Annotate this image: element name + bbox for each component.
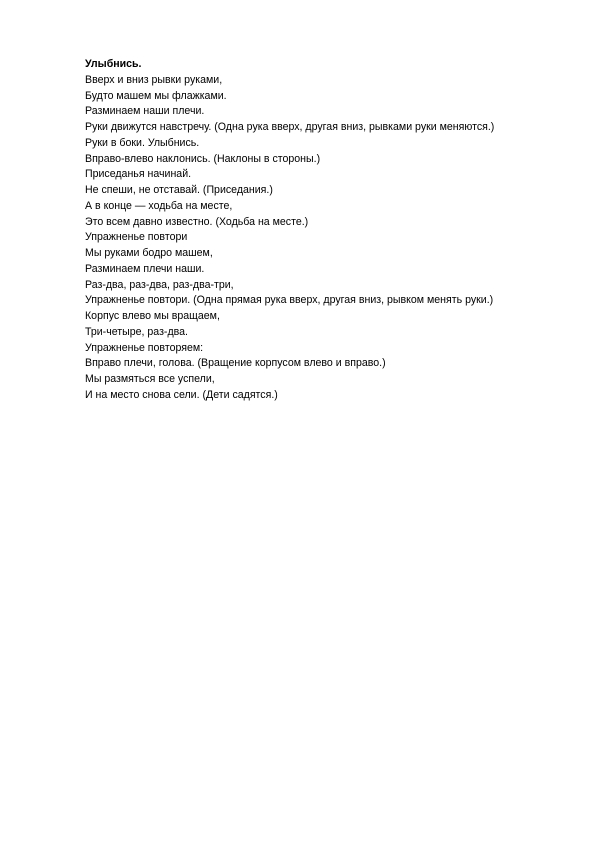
poem-line: Вправо плечи, голова. (Вращение корпусом влево и вправо.) (85, 357, 386, 370)
poem-line: Разминаем наши плечи. (85, 105, 205, 118)
poem-line: Вверх и вниз рывки руками, (85, 73, 223, 86)
poem-line: Разминаем плечи наши. (85, 262, 205, 275)
poem-line: А в конце — ходьба на месте, (85, 199, 233, 212)
poem-line: Упражненье повтори (85, 231, 188, 244)
poem-line: Мы размяться все успели, (85, 373, 215, 385)
poem-line: Раз-два, раз-два, раз-два-три, (85, 278, 234, 291)
document-body (85, 57, 565, 404)
poem-line: И на место снова сели. (Дети садятся.) (85, 388, 278, 401)
poem-line: Будто машем мы флажками. (85, 89, 227, 102)
poem-line: Вправо-влево наклонись. (Наклоны в стороны.) (85, 152, 321, 165)
poem-line: Три-четыре, раз-два. (85, 325, 188, 338)
poem-line: Руки в боки. Улыбнись. (85, 136, 200, 149)
poem-line: Корпус влево мы вращаем, (85, 310, 220, 322)
poem-line: Это всем давно известно. (Ходьба на месте.) (85, 215, 309, 228)
poem-line: Не спеши, не отставай. (Приседания.) (85, 184, 273, 196)
poem-title: Улыбнись. (85, 58, 142, 70)
poem-line: Упражненье повтори. (Одна прямая рука вверх, другая вниз, рывком менять руки.) (85, 294, 494, 307)
poem-line: Приседанья начинай. (85, 168, 192, 181)
poem-line: Руки движутся навстречу. (Одна рука вверх, другая вниз, рывками руки меняются.) (85, 121, 495, 133)
poem-line: Упражненье повторяем: (85, 341, 204, 354)
poem-line: Мы руками бодро машем, (85, 247, 213, 259)
